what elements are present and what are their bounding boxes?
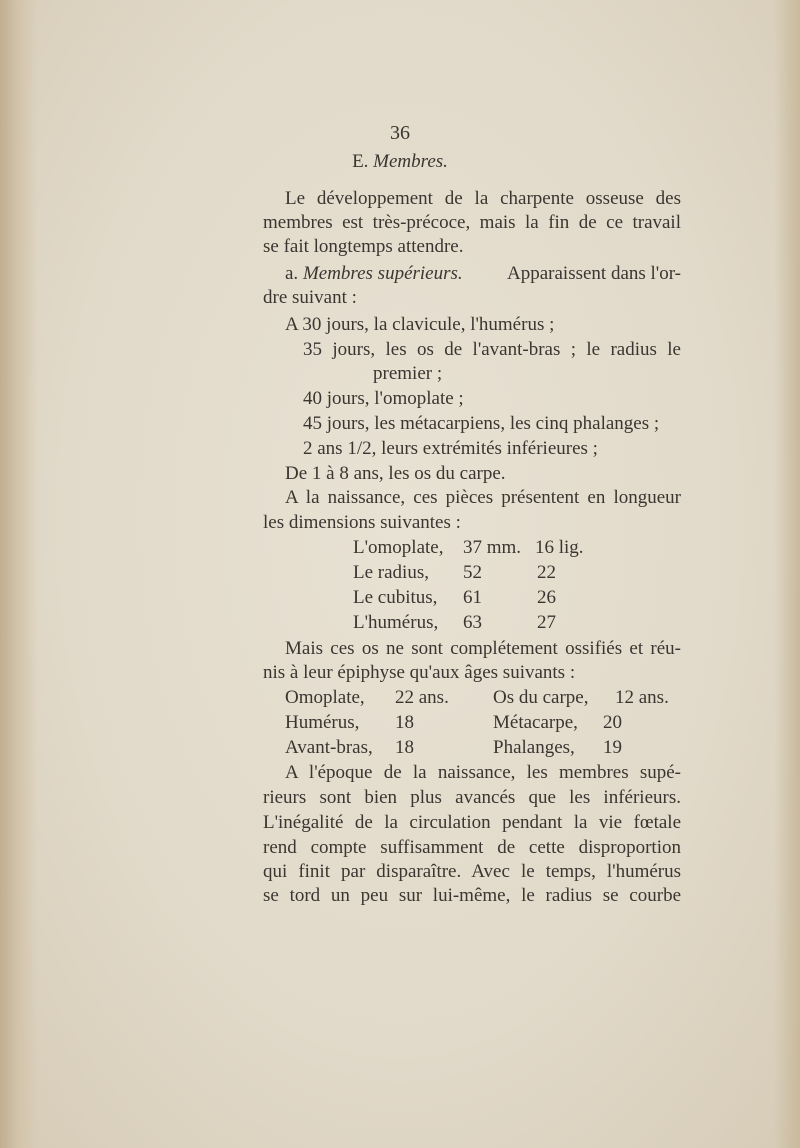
- bone-cell: Avant-bras,: [285, 737, 373, 758]
- bone-cell: Le cubitus,: [353, 587, 438, 608]
- section-letter: E.: [352, 151, 369, 172]
- text-line: se fait longtemps attendre.: [263, 236, 464, 257]
- text-line: membres est très-précoce, mais la fin de ce travail: [263, 212, 681, 233]
- age-cell: 18: [395, 712, 414, 733]
- text-line: rend compte suffisamment de cette disproportion: [263, 837, 681, 858]
- text-line: A l'époque de la naissance, les membres supé-: [285, 762, 681, 783]
- age-cell: 18: [395, 737, 414, 758]
- page-number: 36: [390, 122, 410, 144]
- list-item: premier ;: [373, 363, 443, 384]
- mm-cell: 52: [463, 562, 482, 583]
- age-cell: 12 ans.: [615, 687, 669, 708]
- lig-cell: 26: [537, 587, 556, 608]
- list-item: 40 jours, l'omoplate ;: [303, 388, 464, 409]
- subsection-title: Membres supérieurs.: [302, 263, 463, 284]
- text-line: Mais ces os ne sont complétement ossifiés et réu-: [285, 638, 681, 659]
- text-line: L'inégalité de la circulation pendant la vie fœtale: [263, 812, 681, 833]
- list-item: 45 jours, les métacarpiens, les cinq phalanges ;: [303, 413, 660, 434]
- subsection-prefix: a.: [285, 263, 299, 284]
- bone-cell: Phalanges,: [493, 737, 575, 758]
- text-line: rieurs sont bien plus avancés que les inférieurs.: [263, 787, 681, 808]
- bone-cell: Humérus,: [285, 712, 360, 733]
- list-item: 35 jours, les os de l'avant-bras ; le radius le: [303, 339, 681, 360]
- age-cell: 22 ans.: [395, 687, 449, 708]
- bone-cell: L'omoplate,: [353, 537, 444, 558]
- text-line: les dimensions suivantes :: [263, 512, 461, 533]
- bone-cell: Le radius,: [353, 562, 429, 583]
- lig-cell: 27: [537, 612, 556, 633]
- text-line: qui finit par disparaître. Avec le temps, l'humérus: [263, 861, 681, 882]
- bone-cell: Omoplate,: [285, 687, 365, 708]
- list-item: 2 ans 1/2, leurs extrémités inférieures ;: [303, 438, 598, 459]
- text-fragment: Apparaissent dans l'or-: [507, 263, 681, 284]
- mm-cell: 61: [463, 587, 482, 608]
- bone-cell: Métacarpe,: [493, 712, 578, 733]
- list-item: De 1 à 8 ans, les os du carpe.: [285, 463, 506, 484]
- list-item: A 30 jours, la clavicule, l'humérus ;: [285, 314, 555, 335]
- lig-cell: 22: [537, 562, 556, 583]
- lig-cell: 16 lig.: [535, 537, 584, 558]
- bone-cell: Os du carpe,: [493, 687, 589, 708]
- text-line: se tord un peu sur lui-même, le radius se courbe: [263, 885, 681, 906]
- age-cell: 19: [603, 737, 622, 758]
- text-line: nis à leur épiphyse qu'aux âges suivants :: [263, 662, 576, 683]
- text-line: Le développement de la charpente osseuse des: [285, 188, 681, 209]
- text-line: dre suivant :: [263, 287, 357, 308]
- subsection-line: [285, 262, 681, 286]
- bone-cell: L'humérus,: [353, 612, 439, 633]
- mm-cell: 63: [463, 612, 482, 633]
- age-cell: 20: [603, 712, 622, 733]
- section-title: Membres.: [373, 151, 448, 172]
- mm-cell: 37 mm.: [463, 537, 522, 558]
- text-line: A la naissance, ces pièces présentent en longueur: [285, 487, 681, 508]
- section-heading: [0, 150, 800, 174]
